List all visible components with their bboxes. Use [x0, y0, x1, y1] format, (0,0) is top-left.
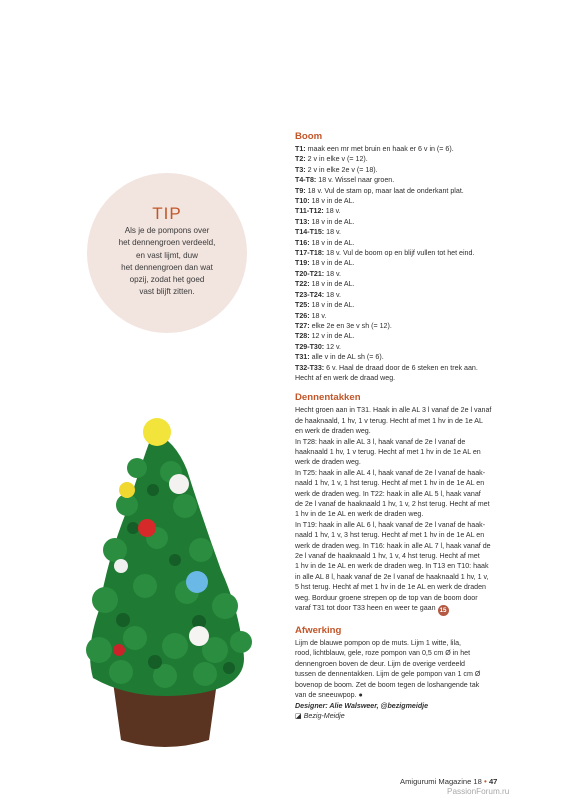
row-text: 18 v. — [324, 228, 341, 237]
row-label: T23-T24: — [295, 290, 325, 299]
row-text: 2 v in elke v (= 12). — [305, 155, 368, 164]
row-text: elke 2e en 3e v sh (= 12). — [309, 321, 392, 330]
pattern-row — [295, 279, 555, 289]
text-line: 2e l vanaf de haaknaald 1 hv, 1 v, 4 hst terug. Hecht af met — [295, 552, 480, 561]
row-label: T9: — [295, 186, 306, 195]
pattern-row — [295, 154, 555, 164]
text-line: rood, lichtblauw, gele, roze pompon van 0,5 cm Ø in het — [295, 649, 471, 658]
row-text: 18 v. Vul de boom op en blijf vullen tot het eind. — [324, 249, 475, 258]
text-line: in alle AL 8 l, haak vanaf de 2e l vanaf de haaknaald 1 hv, 1 v, — [295, 572, 489, 581]
pattern-row — [295, 227, 555, 237]
row-text: maak een mr met bruin en haak er 6 v in (= 6). — [305, 145, 454, 153]
text-line: tussen de dennentakken. Lijm de gele pompon van 1 cm Ø — [295, 670, 481, 679]
text-line: naald 1 hv, 1 v, 1 hst terug. Hecht af met 1 hv in de 1e AL en — [295, 479, 485, 488]
tip-line: opzij, zodat het goed — [129, 275, 205, 285]
tip-line: Als je de pompons over — [124, 226, 210, 235]
pattern-row — [295, 217, 555, 227]
pattern-row — [295, 165, 555, 175]
red-pompon — [138, 519, 156, 537]
pattern-row — [295, 363, 555, 373]
light-blue-pompon — [186, 571, 208, 593]
text-line: dennengroen boven de deur. Lijm de overige verdeeld — [295, 659, 465, 668]
row-text: 18 v. — [324, 290, 341, 299]
section-title-dennentakken: Dennentakken — [295, 392, 361, 404]
row-text: 18 v. — [323, 207, 341, 216]
footer-separator: • — [484, 777, 487, 786]
row-label: T22: — [295, 280, 310, 289]
pattern-row — [295, 290, 555, 300]
page-footer — [400, 777, 497, 786]
row-text: 18 v in de AL. — [309, 280, 355, 289]
row-text: 18 v in de AL. — [309, 217, 355, 226]
boom-rows — [295, 144, 555, 373]
row-label: T16: — [295, 238, 310, 247]
text-line: In T25: haak in alle AL 4 l, haak vanaf de 2e l vanaf de haak- — [295, 468, 486, 477]
row-text: 18 v in de AL. — [309, 259, 355, 268]
row-label: T2: — [295, 155, 306, 164]
pattern-text — [295, 131, 555, 721]
row-text: 12 v. — [324, 342, 341, 351]
pattern-row — [295, 300, 555, 310]
row-text: 18 v. — [324, 269, 341, 278]
row-label: T17-T18: — [295, 249, 325, 258]
tip-line: het dennengroen dan wat — [121, 262, 213, 272]
text-line: 1 hv in de 1e AL en werk de draden weg. — [295, 510, 424, 519]
text-line: naald 1 hv, 1 v, 3 hst terug. Hecht af met 1 hv in de 1e AL en — [295, 531, 485, 540]
row-label: T20-T21: — [295, 269, 325, 278]
white-small-pompon — [114, 559, 128, 573]
pattern-row — [295, 311, 555, 321]
row-text: 18 v. Vul de stam op, maar laat de onderkant plat. — [305, 186, 464, 195]
pattern-row — [295, 196, 555, 206]
pattern-row — [295, 331, 555, 341]
row-label: T3: — [295, 165, 306, 174]
row-label: T10: — [295, 197, 310, 206]
red-small-pompon — [113, 644, 125, 656]
tip-line: en vast lijmt, duw — [135, 250, 199, 260]
pattern-row — [295, 269, 555, 279]
row-text: 18 v. — [309, 311, 327, 320]
row-label: T19: — [295, 259, 310, 268]
afwerking-text — [295, 638, 555, 700]
text-line: In T19: haak in alle AL 6 l, haak vanaf de 2e l vanaf de haak- — [295, 520, 486, 529]
row-label: T32-T33: — [295, 363, 325, 372]
section-title-boom: Boom — [295, 131, 323, 142]
row-label: T4-T8: — [295, 176, 317, 185]
boom-closing: Hecht af en werk de draad weg. — [295, 373, 396, 382]
row-label: T13: — [295, 217, 310, 226]
row-label: T27: — [295, 321, 310, 330]
text-line: 5 hst terug. Hecht af met 1 hv in de 1e AL en werk de draden — [295, 583, 486, 592]
row-label: T1: — [295, 145, 306, 153]
row-label: T11-T12: — [295, 207, 324, 216]
tip-box — [87, 173, 247, 333]
row-text: 18 v in de AL. — [309, 197, 355, 206]
text-line: 1 hv in de 1e AL en werk de draden weg. In T13 en T10: haak — [295, 562, 489, 571]
text-line: de 2e l vanaf de haaknaald 1 hv, 1 v, 2 hst terug. Hecht af met — [295, 500, 490, 508]
instagram-credit: ◪ Bezig-Meidje — [295, 711, 345, 720]
pattern-row — [295, 186, 555, 196]
tip-line: het dennengroen verdeeld, — [118, 238, 216, 248]
row-label: T31: — [295, 353, 310, 362]
row-text: 12 v in de AL. — [309, 332, 355, 341]
watermark: PassionForum.ru — [447, 787, 510, 796]
pattern-row — [295, 238, 555, 248]
tip-line: vast blijft zitten. — [139, 287, 195, 297]
magazine-name: Amigurumi Magazine 18 — [400, 777, 482, 786]
pattern-row — [295, 144, 555, 154]
instagram-icon: ◪ — [295, 711, 302, 720]
row-text: 18 v in de AL. — [309, 238, 355, 247]
row-label: T26: — [295, 311, 310, 320]
text-line: en werk de draden weg. — [295, 427, 371, 436]
designer-credit: Designer: Alie Walsweer, @bezigmeidje — [295, 701, 429, 710]
text-line: haaknaald 1 hv, 1 v terug. Hecht af met 1 hv in de 1e AL en — [295, 447, 481, 456]
yellow-pompon — [143, 418, 171, 446]
text-line: In T28: haak in alle AL 3 l, haak vanaf de 2e l vanaf de — [295, 437, 466, 446]
row-label: T25: — [295, 301, 310, 310]
dennentakken-last-line: varaf T31 tot door T33 heen en weer te gaan 15 — [295, 603, 555, 616]
pattern-row — [295, 206, 555, 216]
tip-body — [101, 225, 233, 299]
row-label: T28: — [295, 332, 310, 341]
text-line: werk de draden weg. In T22: haak in alle AL 5 l, haak vanaf — [295, 489, 481, 498]
text-line: bovenop de boom. Zet de boom tegen de loshangende tak — [295, 680, 480, 689]
row-text: 2 v in elke 2e v (= 18). — [305, 165, 378, 174]
text-line: Hecht groen aan in T31. Haak in alle AL 3 l vanaf de 2e l vanaf — [295, 406, 492, 415]
pattern-row — [295, 352, 555, 362]
pattern-row — [295, 248, 555, 258]
row-text: alle v in de AL sh (= 6). — [309, 353, 384, 362]
row-label: T14-T15: — [295, 228, 325, 237]
tip-title: TIP — [152, 204, 182, 223]
yellow-small-pompon — [119, 482, 135, 498]
text-line: de haaknaald, 1 hv, 1 v terug. Hecht af met 1 hv in de 1e AL — [295, 416, 483, 425]
row-text: 6 v. Haal de draad door de 6 steken en trek aan. — [324, 363, 478, 372]
text-line: werk de draden weg. In T16: haak in alle AL 7 l, haak vanaf de — [295, 541, 491, 550]
step-badge: 15 — [438, 605, 449, 616]
row-text: 18 v. Wissel naar groen. — [316, 176, 395, 185]
white-pompon — [169, 474, 189, 494]
section-title-afwerking: Afwerking — [295, 625, 342, 637]
text-line: van de sneeuwpop. ● — [295, 691, 363, 700]
text-line: Lijm de blauwe pompon op de muts. Lijm 1 witte, lila, — [295, 639, 461, 648]
row-label: T29-T30: — [295, 342, 325, 351]
pattern-row — [295, 321, 555, 331]
text-line: werk de draden weg. — [295, 458, 361, 467]
pattern-row — [295, 175, 555, 185]
crochet-tree-illustration — [75, 410, 265, 755]
dennentakken-text — [295, 405, 555, 603]
white-lower-pompon — [189, 626, 209, 646]
row-text: 18 v in de AL. — [309, 301, 355, 310]
page-number: 47 — [488, 777, 498, 786]
pattern-row — [295, 258, 555, 268]
text-line: weg. Borduur groene strepen op de top van de boom door — [295, 593, 478, 602]
pattern-row — [295, 342, 555, 352]
